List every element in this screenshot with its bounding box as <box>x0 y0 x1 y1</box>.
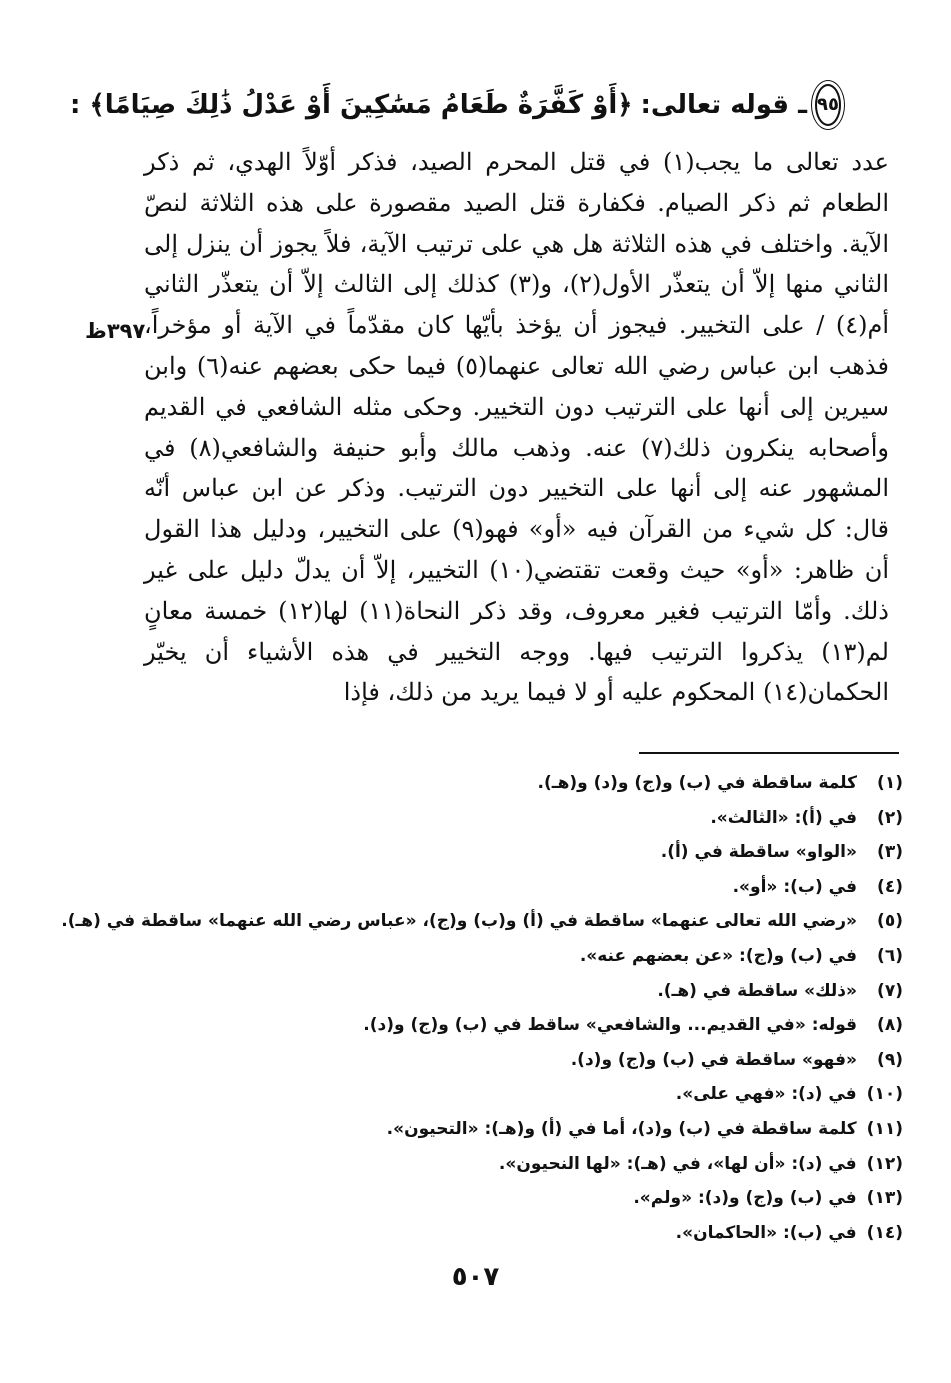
footnote-text: كلمة ساقطة في (ب) و(ج) و(د) و(هـ). <box>537 773 857 793</box>
footnote-text: «ذلك» ساقطة في (هـ). <box>657 980 857 1001</box>
body-text <box>144 142 889 713</box>
footnote-text: «فهو» ساقطة في (ب) و(ج) و(د). <box>570 1049 857 1070</box>
footnote-number: (٩) <box>877 1049 903 1070</box>
footnote-number: (١٤) <box>866 1222 903 1243</box>
footnotes-list <box>61 766 903 1250</box>
footnote-text: قوله: «في القديم... والشافعي» ساقط في (ب) و(ج) و(د). <box>363 1015 857 1036</box>
page-number: ٥٠٧ <box>451 1262 500 1292</box>
footnote-number: (٤) <box>877 876 903 897</box>
footnote-item <box>103 1077 903 1112</box>
footnote-text: في (ب) و(ج) و(د): «ولم». <box>633 1188 857 1209</box>
footnote-number: (٦) <box>877 945 903 966</box>
footnote-text: في (د): «فهي على». <box>675 1084 857 1105</box>
manuscript-folio-marker: ٣٩٧ظ <box>85 319 146 343</box>
quran-verse: ﴿أَوْ كَفَّرَةٌ طَعَامُ مَسَٰكِينَ أَوْ عَدْلُ ذَٰلِكَ صِيَامًا﴾ : <box>70 90 633 120</box>
footnote-item <box>103 1216 903 1251</box>
footnote-text: في (ب): «أو». <box>732 876 857 897</box>
footnote-divider <box>639 752 899 754</box>
footnote-item <box>103 870 903 905</box>
footnote-item <box>103 1181 903 1216</box>
footnote-text: في (ب): «الحاكمان». <box>675 1222 857 1243</box>
footnote-number: (١٠) <box>866 1084 903 1105</box>
footnote-item <box>103 1147 903 1182</box>
main-paragraph: عدد تعالى ما يجب(١) في قتل المحرم الصيد، فذكر أوّلاً الهدي، ثم ذكر الطعام ثم ذكر الصيام. فكفارة قتل الصيد مقصورة على هذه الثلاثة لنصّ الآية. واختلف في هذه الثلاثة هل هي على ترتيب الآية، فلاً يجوز أن ينزل إلى الثاني منها إلاّ أن يتعذّر الأول(٢)، و(٣) كذلك إلى الثالث إلاّ أن يتعذّر الثاني أم(٤) / على التخيير. فيجوز أن يؤخذ بأيّها كان مقدّماً في الآية أو مؤخراً، فذهب ابن عباس رضي الله تعالى عنهما(٥) فيما حكى بعضهم عنه(٦) وابن سيرين إلى أنها على الترتيب دون التخيير. وحكى مثله الشافعي في القديم وأصحابه ينكرون ذلك(٧) عنه. وذهب مالك وأبو حنيفة والشافعي(٨) في المشهور عنه إلى أنها على التخيير دون الترتيب. وذكر عن ابن عباس أنّه قال: كل شيء من القرآن فيه «أو» فهو(٩) على التخيير، ودليل هذا القول أن ظاهر: «أو» حيث وقعت تقتضي(١٠) التخيير، إلاّ أن يدلّ دليل على غير ذلك. وأمّا الترتيب فغير معروف، وقد ذكر النحاة(١١) لها(١٢) خمسة معانٍ لم(١٣) يذكروا الترتيب فيها. ووجه التخيير في هذه الأشياء أن يخيّر الحكمان(١٤) المحكوم عليه أو لا فيما يريد من ذلك، فإذا <box>144 148 890 707</box>
heading-label: ـ قوله تعالى: <box>640 90 808 120</box>
footnote-item <box>103 1112 903 1147</box>
footnote-item <box>103 801 903 836</box>
footnote-item <box>103 939 903 974</box>
footnote-number: (٧) <box>877 980 903 1001</box>
footnote-text: في (د): «أن لها»، في (هـ): «لها النحيون». <box>498 1153 857 1174</box>
footnote-text: في (ب) و(ج): «عن بعضهم عنه». <box>579 945 857 966</box>
footnote-text: في (أ): «الثالث». <box>710 807 857 828</box>
footnote-number: (١) <box>877 773 903 793</box>
footnote-text: «الواو» ساقطة في (أ). <box>660 842 857 863</box>
footnote-number: (٥) <box>877 911 903 932</box>
footnote-item <box>61 904 903 939</box>
footnote-text: كلمة ساقطة في (ب) و(د)، أما في (أ) و(هـ): «التحيون». <box>386 1118 857 1139</box>
section-number-badge: ٩٥ <box>815 84 841 126</box>
footnote-number: (١٢) <box>866 1153 903 1174</box>
footnote-item <box>103 766 903 801</box>
footnote-item <box>103 835 903 870</box>
footnote-number: (٢) <box>877 807 903 828</box>
footnote-item <box>103 1043 903 1078</box>
footnote-number: (٨) <box>877 1015 903 1036</box>
verse-heading <box>70 84 841 126</box>
footnote-item <box>103 1008 903 1043</box>
footnote-number: (١٣) <box>866 1188 903 1209</box>
footnote-item <box>103 974 903 1009</box>
footnote-text: «رضي الله تعالى عنهما» ساقطة في (أ) و(ب) و(ج)، «عباس رضي الله عنهما» ساقطة في (هـ). <box>61 911 857 932</box>
footnote-number: (١١) <box>866 1118 903 1139</box>
footnote-number: (٣) <box>877 842 903 863</box>
